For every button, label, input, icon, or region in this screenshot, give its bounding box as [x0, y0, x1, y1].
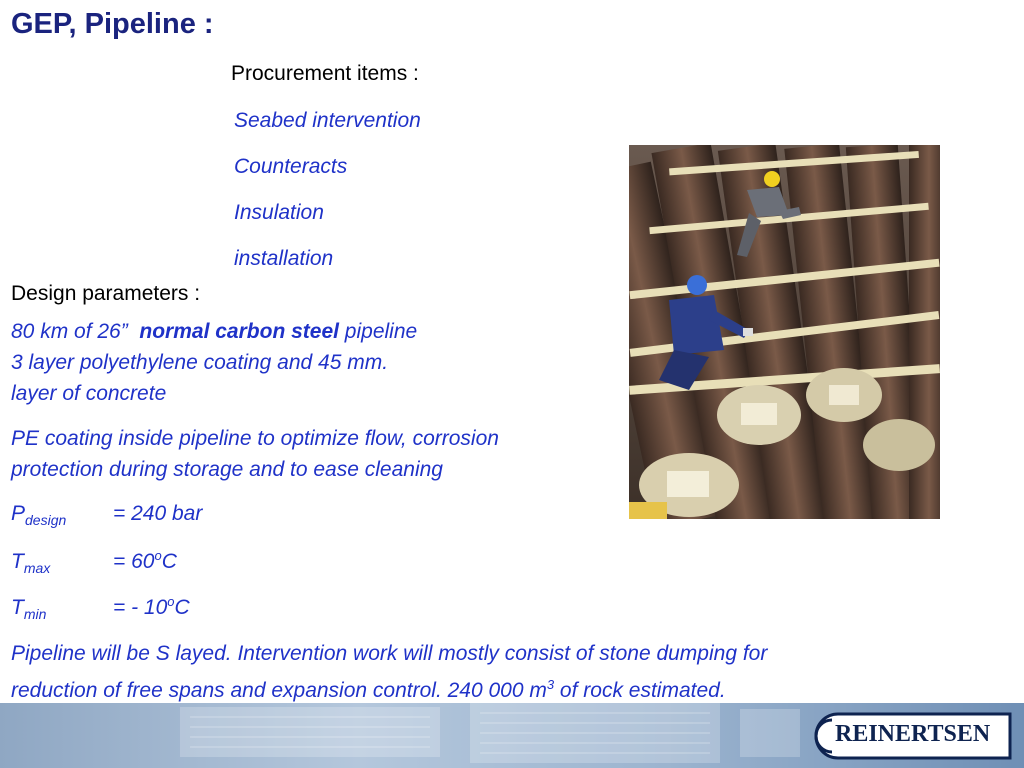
pe-coating-line1: PE coating inside pipeline to optimize flow, corrosion [11, 427, 499, 450]
procurement-item-seabed-intervention: Seabed intervention [234, 109, 421, 132]
pipeline-desc-prefix: 80 km of 26” [11, 320, 128, 343]
company-logo-text: REINERTSEN [835, 721, 991, 747]
param-p-design [11, 502, 202, 528]
pipeline-desc-line2: 3 layer polyethylene coating and 45 mm. [11, 351, 389, 374]
param-degree: o [167, 594, 175, 609]
procurement-item-counteracts: Counteracts [234, 155, 348, 178]
pipe-yard-workers-photo [629, 145, 940, 519]
pipeline-description [11, 316, 417, 409]
summary-paragraph [11, 638, 767, 706]
slide-title: GEP, Pipeline : [11, 8, 214, 40]
param-subscript: min [23, 606, 47, 623]
param-value: = - 10 [113, 596, 168, 619]
pe-coating-paragraph [11, 423, 499, 485]
pipeline-desc-bold: normal carbon steel [139, 320, 339, 343]
summary-line2-suffix: of rock estimated. [554, 679, 726, 702]
param-unit: C [174, 596, 190, 619]
param-value: = 240 bar [113, 502, 203, 525]
param-subscript: design [25, 512, 67, 529]
param-degree: o [154, 548, 162, 563]
procurement-heading: Procurement items : [231, 62, 419, 85]
summary-superscript: 3 [546, 677, 555, 692]
param-symbol: T [11, 550, 24, 573]
design-parameters-heading: Design parameters : [11, 282, 201, 305]
param-t-min [11, 594, 190, 622]
param-t-max [11, 548, 177, 576]
param-symbol: P [11, 502, 26, 525]
summary-line2-prefix: reduction of free spans and expansion control. 240 000 m [11, 679, 547, 702]
param-symbol: T [11, 596, 24, 619]
param-unit: C [161, 550, 177, 573]
summary-line1: Pipeline will be S layed. Intervention work will mostly consist of stone dumping for [11, 642, 768, 665]
procurement-item-insulation: Insulation [234, 201, 324, 224]
param-value: = 60 [113, 550, 155, 573]
procurement-item-installation: installation [234, 247, 334, 270]
pipeline-desc-suffix: pipeline [338, 320, 418, 343]
param-subscript: max [23, 560, 51, 577]
pe-coating-line2: protection during storage and to ease cleaning [11, 458, 443, 481]
pipeline-desc-line3: layer of concrete [11, 382, 167, 405]
